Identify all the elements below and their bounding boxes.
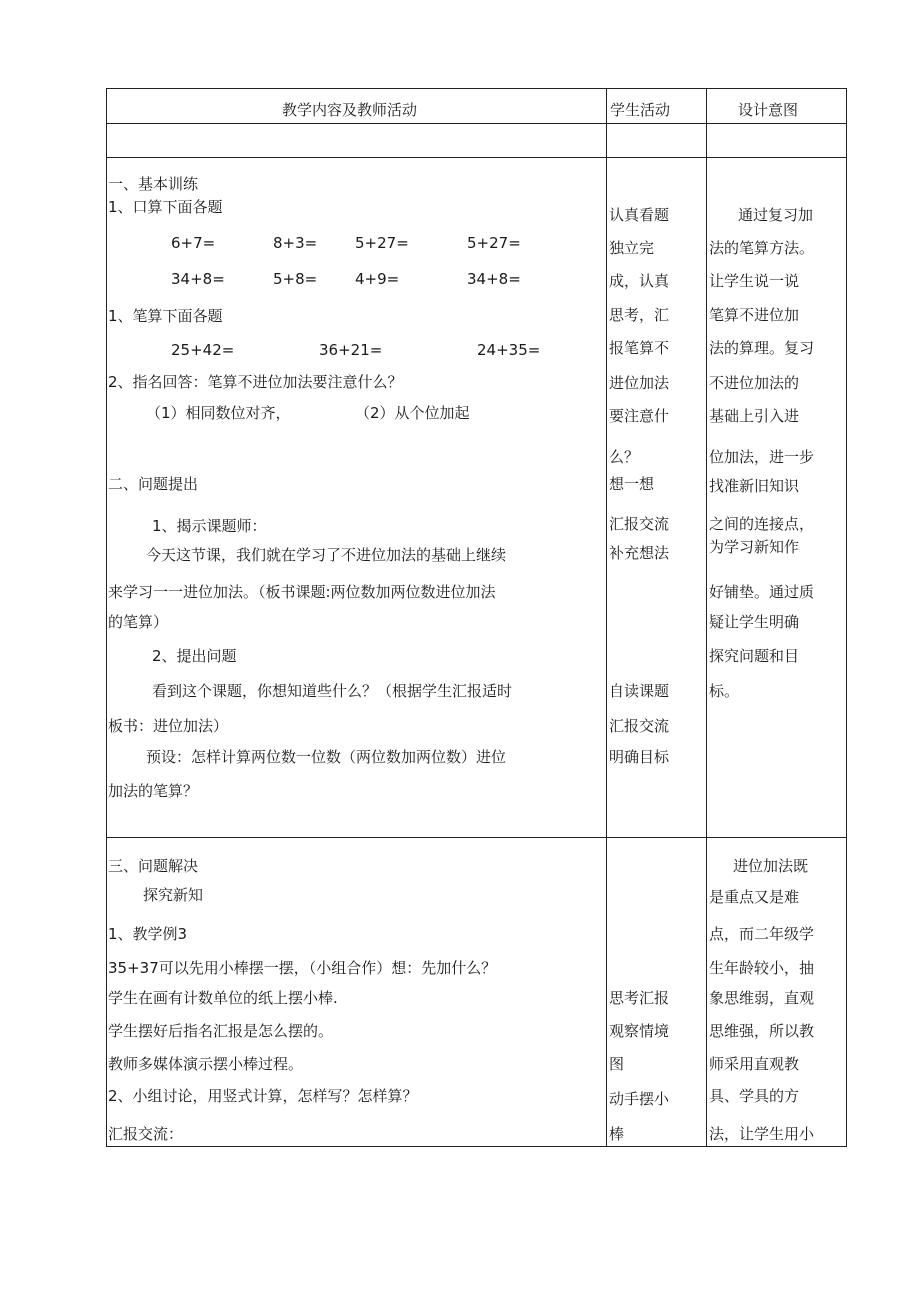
design-intent-line: 点，而二年级学	[709, 925, 815, 943]
paragraph-line: 学生摆好后指名汇报是怎么摆的。	[108, 1022, 334, 1040]
student-activity-line: 么？	[609, 448, 640, 466]
paragraph-line: 来学习一一进位加法。（板书课题:两位数加两位数进位加法	[108, 583, 496, 601]
student-activity-line: 明确目标	[609, 748, 670, 766]
design-intent-line: 探究问题和目	[709, 647, 800, 665]
oral-problem: 34+8=	[467, 270, 521, 288]
student-activity-line: 图	[609, 1055, 625, 1073]
paragraph-line: 加法的笔算？	[108, 782, 199, 800]
design-intent-line: 找准新旧知识	[709, 477, 800, 495]
header-student-activity: 学生活动	[610, 101, 671, 119]
student-activity-line: 进位加法	[609, 374, 670, 392]
design-intent-line: 法的笔算方法。	[709, 239, 815, 257]
student-activity-line: 汇报交流	[609, 717, 670, 735]
student-activity-line: 动手摆小	[609, 1090, 670, 1108]
student-activity-line: 汇报交流	[609, 515, 670, 533]
design-intent-line: 通过复习加	[738, 206, 814, 224]
student-activity-line: 认真看题	[609, 206, 670, 224]
header-design-intent: 设计意图	[738, 101, 799, 119]
answer-point: （2）从个位加起	[355, 404, 470, 422]
student-activity-line: 思考汇报	[609, 989, 670, 1007]
design-intent-line: 基础上引入进	[709, 407, 800, 425]
oral-problem: 6+7=	[171, 234, 216, 252]
design-intent-line: 法，让学生用小	[709, 1125, 815, 1143]
student-activity-line: 报笔算不	[609, 339, 670, 357]
paragraph-line: 今天这节课，我们就在学习了不进位加法的基础上继续	[146, 546, 507, 564]
design-intent-line: 具、学具的方	[709, 1087, 800, 1105]
answer-point: （1）相同数位对齐，	[146, 404, 291, 422]
table-border-right	[846, 88, 847, 1147]
header-divider	[106, 123, 846, 124]
design-intent-line: 进位加法既	[733, 857, 809, 875]
oral-problem: 8+3=	[273, 234, 318, 252]
table-border-left	[106, 88, 107, 1147]
paragraph-line: 汇报交流：	[108, 1125, 184, 1143]
section1-item-oral: 1、口算下面各题	[108, 198, 223, 216]
paragraph-line: 板书：进位加法）	[108, 717, 229, 735]
paragraph-line: 预设：怎样计算两位数一位数（两位数加两位数）进位	[146, 748, 507, 766]
oral-problem: 4+9=	[355, 270, 400, 288]
table-border-bottom	[106, 1146, 846, 1147]
section3-title: 三、问题解决	[108, 857, 199, 875]
header-teacher-activity: 教学内容及教师活动	[282, 101, 418, 119]
design-intent-line: 不进位加法的	[709, 374, 800, 392]
paragraph-line: 35+37可以先用小棒摆一摆，（小组合作）想：先加什么？	[108, 959, 497, 977]
design-intent-line: 标。	[709, 682, 740, 700]
design-intent-line: 笔算不进位加	[709, 306, 800, 324]
student-activity-line: 独立完	[609, 239, 655, 257]
oral-problem: 34+8=	[171, 270, 225, 288]
section3-item: 2、小组讨论，用竖式计算，怎样写？怎样算？	[108, 1087, 418, 1105]
paragraph-line: 的笔算）	[108, 613, 169, 631]
table-border-top	[106, 88, 846, 89]
student-activity-line: 要注意什	[609, 407, 670, 425]
design-intent-line: 位加法，进一步	[709, 448, 815, 466]
written-problem: 36+21=	[319, 341, 383, 359]
design-intent-line: 好铺垫。通过质	[709, 583, 815, 601]
oral-problem: 5+27=	[355, 234, 409, 252]
written-problem: 24+35=	[477, 341, 541, 359]
design-intent-line: 让学生说一说	[709, 272, 800, 290]
design-intent-line: 师采用直观教	[709, 1055, 800, 1073]
section3-subtitle: 探究新知	[143, 886, 204, 904]
design-intent-line: 是重点又是难	[709, 888, 800, 906]
student-activity-line: 棒	[609, 1125, 625, 1143]
paragraph-line: 看到这个课题，你想知道些什么？（根据学生汇报适时	[152, 682, 513, 700]
section3-item: 1、教学例3	[108, 925, 188, 943]
oral-problem: 5+27=	[467, 234, 521, 252]
paragraph-line: 学生在画有计数单位的纸上摆小棒.	[108, 989, 338, 1007]
design-intent-line: 生年龄较小，抽	[709, 959, 815, 977]
design-intent-line: 为学习新知作	[709, 538, 800, 556]
design-intent-line: 疑让学生明确	[709, 613, 800, 631]
oral-problem: 5+8=	[273, 270, 318, 288]
student-activity-line: 观察情境	[609, 1022, 670, 1040]
student-activity-line: 成，认真	[609, 272, 670, 290]
empty-row-divider	[106, 157, 846, 158]
column-divider-1	[606, 88, 607, 1147]
section-divider	[106, 837, 846, 838]
student-activity-line: 思考，汇	[609, 306, 670, 324]
design-intent-line: 之间的连接点，	[709, 515, 815, 533]
section2-title: 二、问题提出	[108, 475, 199, 493]
section2-item: 1、揭示课题师：	[152, 517, 267, 535]
section1-title: 一、基本训练	[108, 175, 199, 193]
design-intent-line: 法的算理。复习	[709, 339, 815, 357]
design-intent-line: 象思维弱，直观	[709, 989, 815, 1007]
section1-item-written: 1、笔算下面各题	[108, 307, 223, 325]
column-divider-2	[706, 88, 707, 1147]
paragraph-line: 教师多媒体演示摆小棒过程。	[108, 1055, 304, 1073]
section2-item: 2、提出问题	[152, 647, 237, 665]
student-activity-line: 补充想法	[609, 544, 670, 562]
student-activity-line: 想一想	[609, 475, 655, 493]
written-problem: 25+42=	[171, 341, 235, 359]
section1-question: 2、指名回答：笔算不进位加法要注意什么？	[108, 373, 403, 391]
student-activity-line: 自读课题	[609, 682, 670, 700]
design-intent-line: 思维强，所以教	[709, 1022, 815, 1040]
